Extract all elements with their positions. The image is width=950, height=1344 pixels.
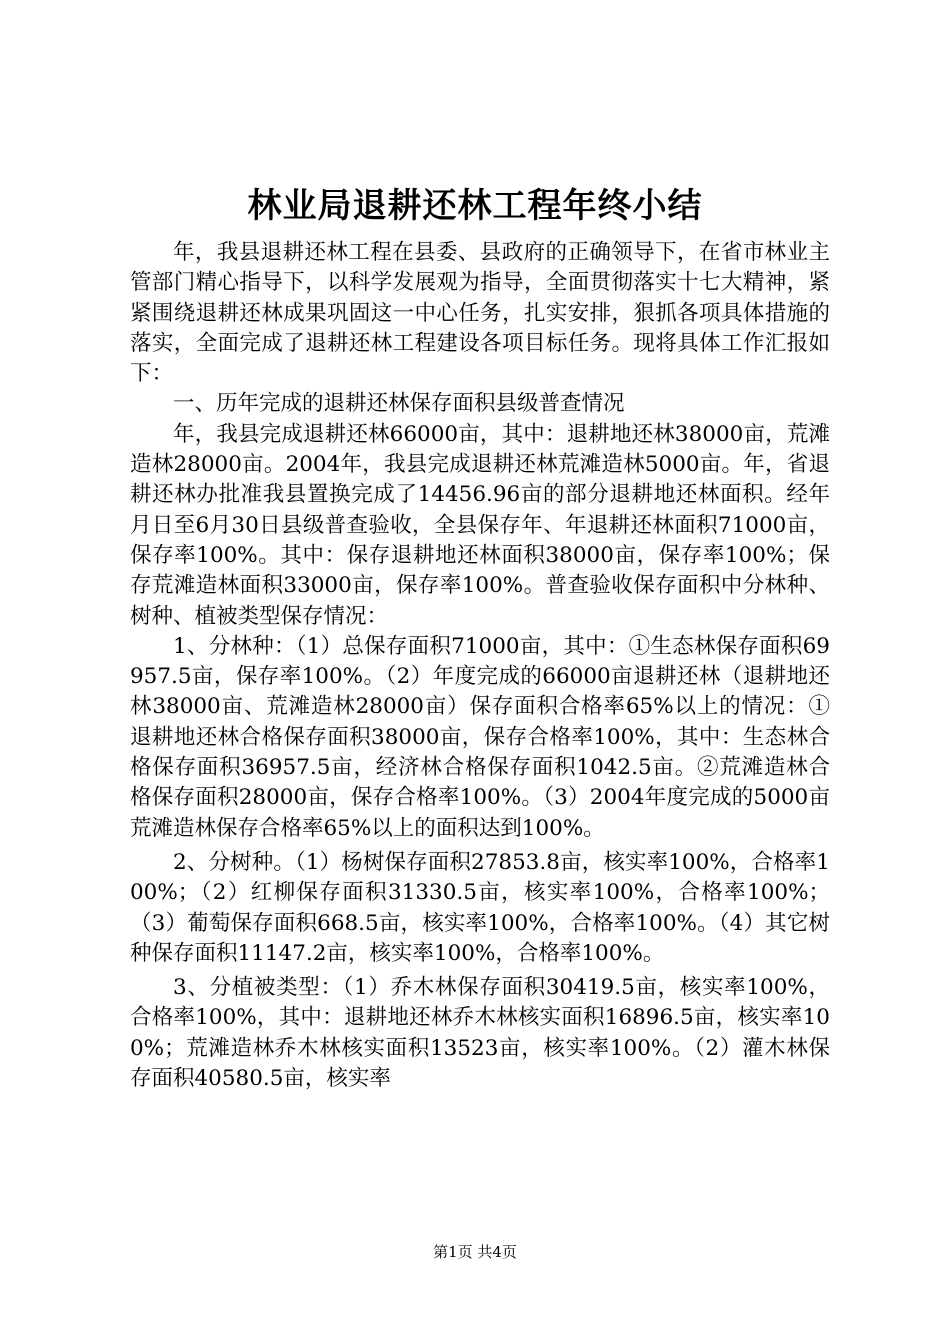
page-number: 第1页 共4页 (433, 1243, 517, 1261)
summary-paragraph: 年，我县完成退耕还林66000亩，其中：退耕地还林38000亩，荒滩造林28000亩。2004年，我县完成退耕还林荒滩造林5000亩。年，省退耕还林办批准我县置换完成了14456.96亩的部分退耕地还林面积。经年月日至6月30日县级普查验收，全县保存年、年退耕还林面积71000亩，保存率100%。其中：保存退耕地还林面积38000亩，保存率100%；保存荒滩造林面积33000亩，保存率100%。普查验收保存面积中分林种、树种、植被类型保存情况： (130, 421, 830, 629)
section-heading: 一、历年完成的退耕还林保存面积县级普查情况 (173, 391, 625, 417)
tree-species-paragraph: 2、分树种。（1）杨树保存面积27853.8亩，核实率100%，合格率100%；（2）红柳保存面积31330.5亩，核实率100%，合格率100%；（3）葡萄保存面积668.5亩，核实率100%，合格率100%。（4）其它树种保存面积11147.2亩，核实率100%，合格率100%。 (130, 849, 830, 966)
forest-type-paragraph: 1、分林种：（1）总保存面积71000亩，其中：①生态林保存面积69957.5亩，保存率100%。（2）年度完成的66000亩退耕还林（退耕地还林38000亩、荒滩造林28000亩）保存面积合格率65%以上的情况：①退耕地还林合格保存面积38000亩，保存合格率100%，其中：生态林合格保存面积36957.5亩，经济林合格保存面积1042.5亩。②荒滩造林合格保存面积28000亩，保存合格率100%。（3）2004年度完成的5000亩荒滩造林保存合格率65%以上的面积达到100%。 (130, 633, 830, 841)
document-title: 林业局退耕还林工程年终小结 (247, 186, 703, 226)
document-body (130, 238, 830, 1094)
intro-paragraph: 年，我县退耕还林工程在县委、县政府的正确领导下，在省市林业主管部门精心指导下，以科学发展观为指导，全面贯彻落实十七大精神，紧紧围绕退耕还林成果巩固这一中心任务，扎实安排，狠抓各项具体措施的落实，全面完成了退耕还林工程建设各项目标任务。现将具体工作汇报如下： (130, 240, 830, 387)
vegetation-type-paragraph: 3、分植被类型：（1）乔木林保存面积30419.5亩，核实率100%，合格率100%，其中：退耕地还林乔木林核实面积16896.5亩，核实率100%；荒滩造林乔木林核实面积13523亩，核实率100%。（2）灌木林保存面积40580.5亩，核实率 (130, 975, 830, 1092)
